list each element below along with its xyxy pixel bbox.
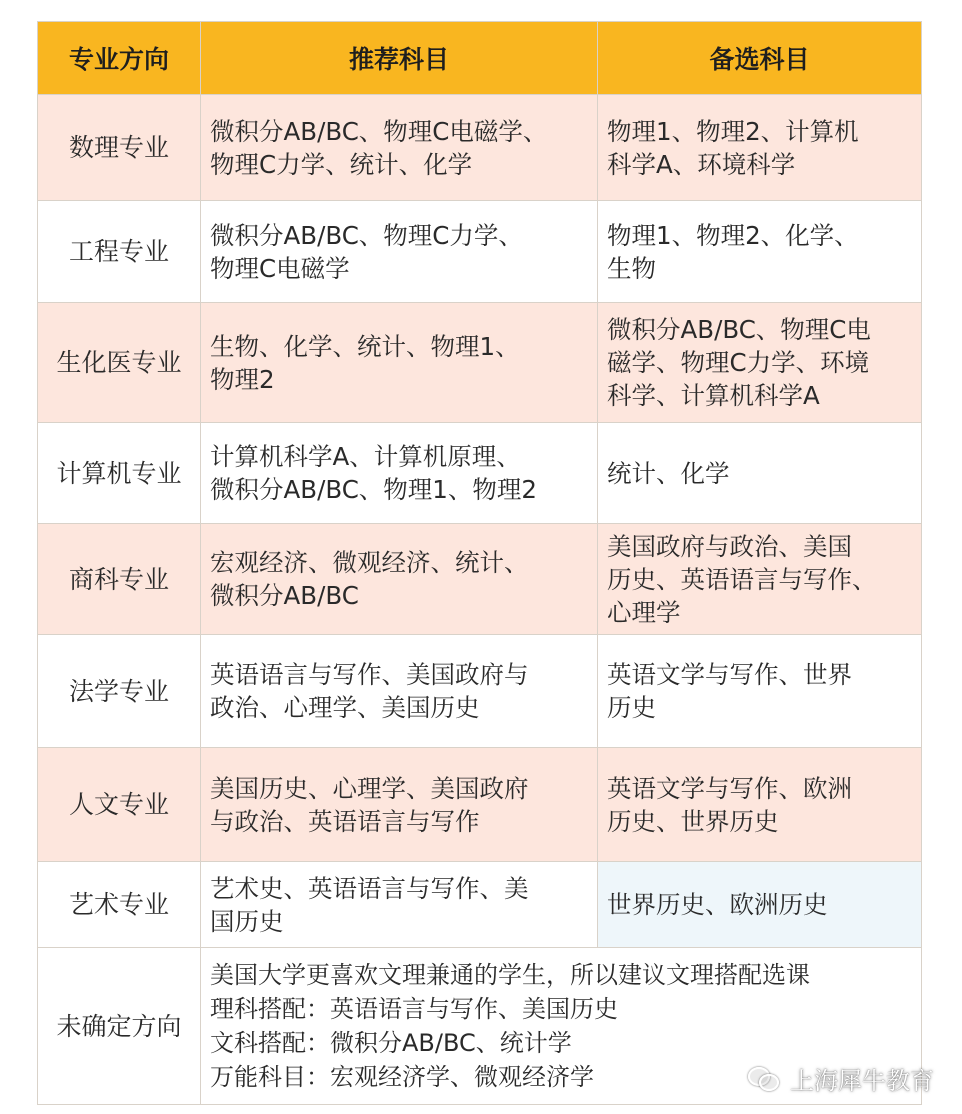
recommended-cell-line: 美国历史、心理学、美国政府 — [210, 773, 529, 803]
recommended-cell — [201, 201, 598, 303]
table-row — [38, 303, 922, 423]
table-row — [38, 201, 922, 303]
alternative-cell — [598, 201, 922, 303]
recommended-cell-line: 生物、化学、统计、物理1、 — [210, 331, 520, 361]
recommended-cell — [201, 862, 598, 948]
recommended-cell-line: 微积分AB/BC、物理1、物理2 — [210, 475, 537, 504]
undecided-advice-cell-line: 理科搭配：英语语言与写作、美国历史 — [210, 995, 618, 1023]
alternative-cell — [598, 524, 922, 635]
table-body — [38, 95, 922, 1105]
recommended-cell-line: 艺术史、英语语言与写作、美 — [210, 873, 529, 903]
header-major: 专业方向 — [38, 22, 201, 95]
alternative-cell-line: 英语文学与写作、欧洲 — [607, 773, 852, 803]
alternative-cell — [598, 748, 922, 862]
undecided-advice-cell-line: 万能科目：宏观经济学、微观经济学 — [210, 1063, 594, 1091]
recommended-cell — [201, 748, 598, 862]
recommended-cell-line: 微积分AB/BC — [210, 581, 359, 610]
alternative-cell-line: 历史、英语语言与写作、 — [607, 564, 877, 594]
major-cell: 未确定方向 — [38, 948, 201, 1105]
alternative-cell-line: 物理1、物理2、计算机 — [607, 116, 859, 146]
alternative-cell-line: 心理学 — [607, 597, 681, 627]
alternative-cell-line: 统计、化学 — [607, 458, 730, 488]
major-cell: 数理专业 — [38, 95, 201, 201]
alternative-cell — [598, 635, 922, 748]
major-cell: 人文专业 — [38, 748, 201, 862]
alternative-cell — [598, 423, 922, 524]
alternative-cell — [598, 303, 922, 423]
recommended-cell-line: 物理C电磁学 — [210, 253, 350, 283]
recommended-cell — [201, 95, 598, 201]
major-cell: 艺术专业 — [38, 862, 201, 948]
wechat-icon — [748, 1065, 782, 1093]
alternative-cell — [598, 862, 922, 948]
recommended-cell-line: 物理2 — [210, 364, 275, 394]
table-header-row — [38, 22, 922, 95]
recommended-cell — [201, 423, 598, 524]
recommended-cell-line: 政治、心理学、美国历史 — [210, 693, 480, 722]
table-row — [38, 423, 922, 524]
alternative-cell-line: 磁学、物理C力学、环境 — [607, 348, 870, 377]
recommended-cell-line: 计算机科学A、计算机原理、 — [210, 442, 521, 471]
watermark — [748, 1061, 934, 1096]
table-row — [38, 524, 922, 635]
recommended-cell-line: 与政治、英语语言与写作 — [210, 806, 480, 836]
recommended-cell — [201, 303, 598, 423]
alternative-cell-line: 科学A、环境科学 — [607, 149, 796, 179]
watermark-text: 上海犀牛教育 — [790, 1067, 934, 1095]
recommended-cell-line: 英语语言与写作、美国政府与 — [210, 660, 529, 689]
major-cell: 商科专业 — [38, 524, 201, 635]
header-recommended: 推荐科目 — [201, 22, 598, 95]
recommended-cell — [201, 635, 598, 748]
course-table — [37, 21, 922, 1105]
recommended-cell-line: 微积分AB/BC、物理C力学、 — [210, 220, 523, 250]
table-row — [38, 748, 922, 862]
major-cell: 工程专业 — [38, 201, 201, 303]
course-table-container — [37, 21, 921, 1103]
recommended-cell-line: 物理C力学、统计、化学 — [210, 149, 473, 179]
alternative-cell-line: 科学、计算机科学A — [607, 381, 820, 410]
header-alternative: 备选科目 — [598, 22, 922, 95]
alternative-cell-line: 生物 — [607, 253, 656, 283]
alternative-cell-line: 历史、世界历史 — [607, 806, 779, 836]
alternative-cell — [598, 95, 922, 201]
table-row — [38, 862, 922, 948]
alternative-cell-line: 物理1、物理2、化学、 — [607, 220, 859, 250]
major-cell: 生化医专业 — [38, 303, 201, 423]
major-cell: 法学专业 — [38, 635, 201, 748]
alternative-cell-line: 微积分AB/BC、物理C电 — [607, 315, 871, 344]
alternative-cell-line: 世界历史、欧洲历史 — [607, 890, 828, 919]
recommended-cell-line: 国历史 — [210, 906, 284, 936]
alternative-cell-line: 英语文学与写作、世界 — [607, 660, 852, 689]
recommended-cell-line: 宏观经济、微观经济、统计、 — [210, 548, 529, 577]
undecided-advice-cell-line: 文科搭配：微积分AB/BC、统计学 — [210, 1029, 572, 1057]
table-row — [38, 635, 922, 748]
recommended-cell — [201, 524, 598, 635]
alternative-cell-line: 美国政府与政治、美国 — [607, 531, 852, 561]
recommended-cell-line: 微积分AB/BC、物理C电磁学、 — [210, 116, 548, 146]
table-row — [38, 95, 922, 201]
alternative-cell-line: 历史 — [607, 693, 656, 722]
major-cell: 计算机专业 — [38, 423, 201, 524]
undecided-advice-cell-line: 美国大学更喜欢文理兼通的学生，所以建议文理搭配选课 — [210, 961, 810, 989]
